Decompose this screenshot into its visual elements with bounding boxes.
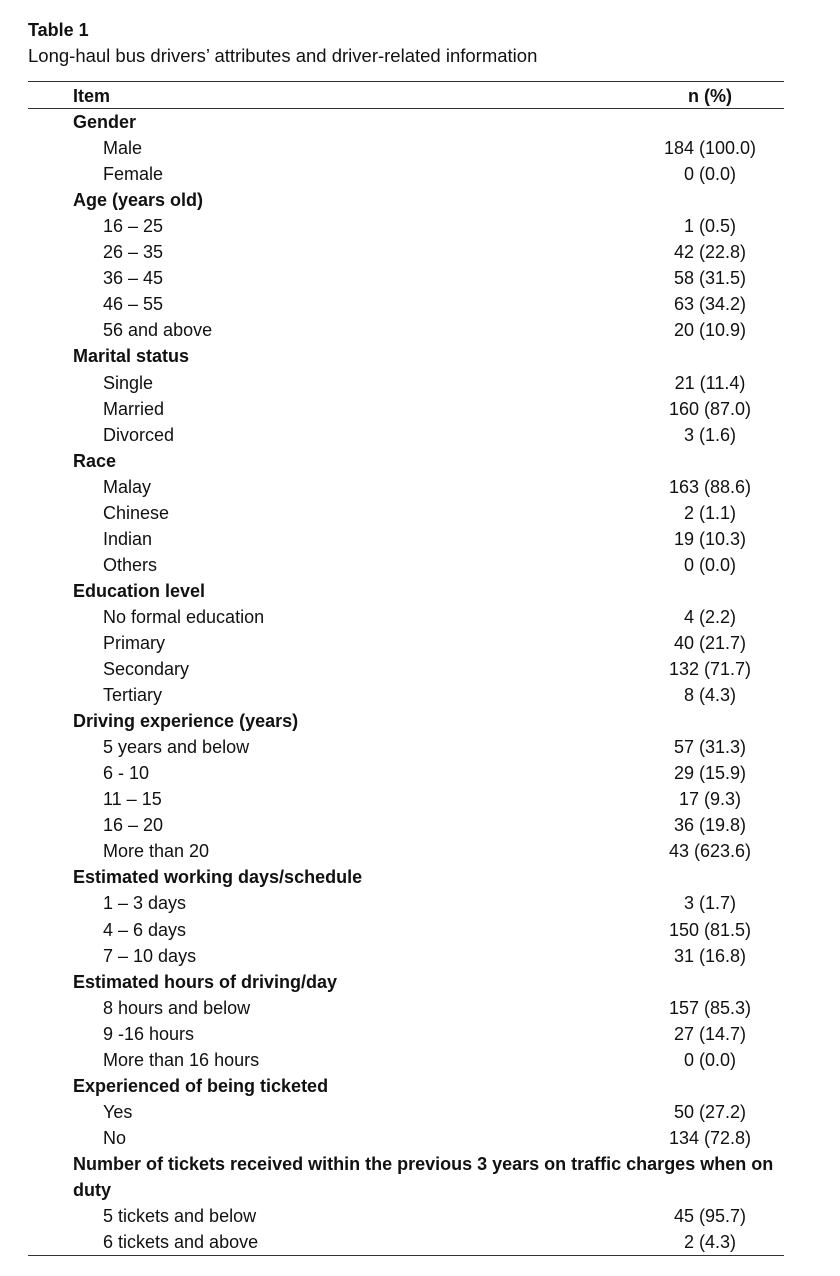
- row-label: 5 years and below: [103, 737, 250, 758]
- table-row: [0, 1125, 840, 1151]
- row-value: 17 (9.3): [678, 789, 742, 810]
- row-label: Male: [103, 138, 143, 159]
- table-row: [0, 812, 840, 838]
- table-row: [0, 890, 840, 916]
- table-row: [0, 135, 840, 161]
- row-value: 63 (34.2): [673, 294, 747, 315]
- row-value: 4 (2.2): [683, 606, 737, 627]
- table-row: [0, 396, 840, 422]
- row-label: Others: [103, 554, 158, 575]
- group-title: Estimated hours of driving/day: [73, 971, 338, 992]
- group-title: Education level: [73, 580, 206, 601]
- row-value: 36 (19.8): [673, 815, 747, 836]
- table-bottom-rule: [28, 1255, 784, 1256]
- group-title: Estimated working days/schedule: [73, 867, 363, 888]
- table-row: [0, 161, 840, 187]
- row-value: 31 (16.8): [673, 945, 747, 966]
- row-value: 132 (71.7): [668, 659, 752, 680]
- table-row: [0, 1203, 840, 1229]
- table-group-row: [0, 448, 840, 474]
- row-label: 4 – 6 days: [103, 919, 187, 940]
- table-row: [0, 474, 840, 500]
- table-row: [0, 943, 840, 969]
- row-label: Married: [103, 398, 165, 419]
- row-value: 0 (0.0): [683, 164, 737, 185]
- row-value: 150 (81.5): [668, 919, 752, 940]
- row-label: 6 tickets and above: [103, 1232, 259, 1253]
- table-row: [0, 265, 840, 291]
- table-group-row: [0, 864, 840, 890]
- row-label: Divorced: [103, 424, 175, 445]
- table-row: [0, 682, 840, 708]
- table-row: [0, 370, 840, 396]
- table-group-row: [0, 109, 840, 135]
- table-group-row: [0, 343, 840, 369]
- row-label: Single: [103, 372, 154, 393]
- table-row: [0, 526, 840, 552]
- group-title: Race: [73, 450, 117, 471]
- table-row: [0, 838, 840, 864]
- row-label: 6 - 10: [103, 763, 150, 784]
- row-value: 58 (31.5): [673, 268, 747, 289]
- table-header-row: [0, 83, 840, 109]
- row-value: 2 (4.3): [683, 1232, 737, 1253]
- row-value: 19 (10.3): [673, 528, 747, 549]
- row-label: 8 hours and below: [103, 997, 251, 1018]
- row-label: Primary: [103, 632, 165, 653]
- table-row: [0, 422, 840, 448]
- table-row: [0, 291, 840, 317]
- row-value: 0 (0.0): [683, 1049, 737, 1070]
- table-row: [0, 1099, 840, 1125]
- row-value: 157 (85.3): [668, 997, 752, 1018]
- row-value: 50 (27.2): [673, 1101, 747, 1122]
- table-row: [0, 734, 840, 760]
- row-label: Indian: [103, 528, 153, 549]
- data-table: [0, 83, 840, 1255]
- row-label: More than 20: [103, 841, 210, 862]
- table-row: [0, 213, 840, 239]
- row-value: 21 (11.4): [674, 372, 746, 393]
- row-value: 0 (0.0): [683, 554, 737, 575]
- row-label: 5 tickets and below: [103, 1206, 257, 1227]
- group-title: Experienced of being ticketed: [73, 1075, 329, 1096]
- table-group-row: [0, 1073, 840, 1099]
- row-value: 40 (21.7): [673, 632, 747, 653]
- row-label: 9 -16 hours: [103, 1023, 195, 1044]
- row-label: 16 – 25: [103, 216, 164, 237]
- row-value: 134 (72.8): [668, 1127, 752, 1148]
- row-label: No formal education: [103, 606, 265, 627]
- row-label: 11 – 15: [103, 789, 162, 810]
- row-label: 1 – 3 days: [103, 893, 187, 914]
- group-title: Marital status: [73, 346, 190, 367]
- row-label: Tertiary: [103, 685, 163, 706]
- column-header-value: n (%): [688, 86, 732, 106]
- table-row: [0, 1021, 840, 1047]
- group-title: Age (years old): [73, 190, 204, 211]
- column-header-item: Item: [73, 86, 111, 106]
- row-value: 27 (14.7): [673, 1023, 747, 1044]
- table-group-row: [0, 1151, 840, 1203]
- row-label: 16 – 20: [103, 815, 164, 836]
- table-row: [0, 1047, 840, 1073]
- row-label: 26 – 35: [103, 242, 164, 263]
- row-label: 7 – 10 days: [103, 945, 197, 966]
- group-title: Driving experience (years): [73, 711, 299, 732]
- table-label: Table 1: [28, 20, 89, 40]
- row-value: 3 (1.6): [683, 424, 737, 445]
- table-group-row: [0, 187, 840, 213]
- table-row: [0, 604, 840, 630]
- row-value: 3 (1.7): [683, 893, 737, 914]
- row-value: 8 (4.3): [683, 685, 737, 706]
- table-row: [0, 552, 840, 578]
- row-value: 1 (0.5): [683, 216, 737, 237]
- row-label: No: [103, 1127, 127, 1148]
- table-row: [0, 656, 840, 682]
- row-value: 43 (623.6): [668, 841, 752, 862]
- row-value: 20 (10.9): [673, 320, 747, 341]
- row-value: 29 (15.9): [673, 763, 747, 784]
- table-row: [0, 995, 840, 1021]
- table-group-row: [0, 708, 840, 734]
- table-group-row: [0, 578, 840, 604]
- row-value: 45 (95.7): [673, 1206, 747, 1227]
- table-row: [0, 630, 840, 656]
- table-caption: Long-haul bus drivers’ attributes and driver-related information: [28, 45, 538, 66]
- table-row: [0, 317, 840, 343]
- row-label: Yes: [103, 1101, 133, 1122]
- row-value: 160 (87.0): [668, 398, 752, 419]
- table-row: [0, 917, 840, 943]
- table-row: [0, 500, 840, 526]
- row-label: Malay: [103, 476, 152, 497]
- row-value: 184 (100.0): [663, 138, 757, 159]
- row-label: 46 – 55: [103, 294, 164, 315]
- row-label: Chinese: [103, 502, 170, 523]
- row-label: 56 and above: [103, 320, 213, 341]
- table-group-row: [0, 969, 840, 995]
- row-label: Secondary: [103, 659, 190, 680]
- row-value: 42 (22.8): [673, 242, 747, 263]
- group-title: Gender: [73, 112, 137, 133]
- row-value: 163 (88.6): [668, 476, 752, 497]
- row-value: 57 (31.3): [673, 737, 747, 758]
- row-value: 2 (1.1): [683, 502, 737, 523]
- table-top-rule: [28, 81, 784, 82]
- table-row: [0, 760, 840, 786]
- table-row: [0, 1229, 840, 1255]
- table-row: [0, 239, 840, 265]
- table-row: [0, 786, 840, 812]
- row-label: 36 – 45: [103, 268, 164, 289]
- row-label: Female: [103, 164, 164, 185]
- group-title: Number of tickets received within the previous 3 years on traffic charges when on duty: [73, 1153, 774, 1200]
- row-label: More than 16 hours: [103, 1049, 260, 1070]
